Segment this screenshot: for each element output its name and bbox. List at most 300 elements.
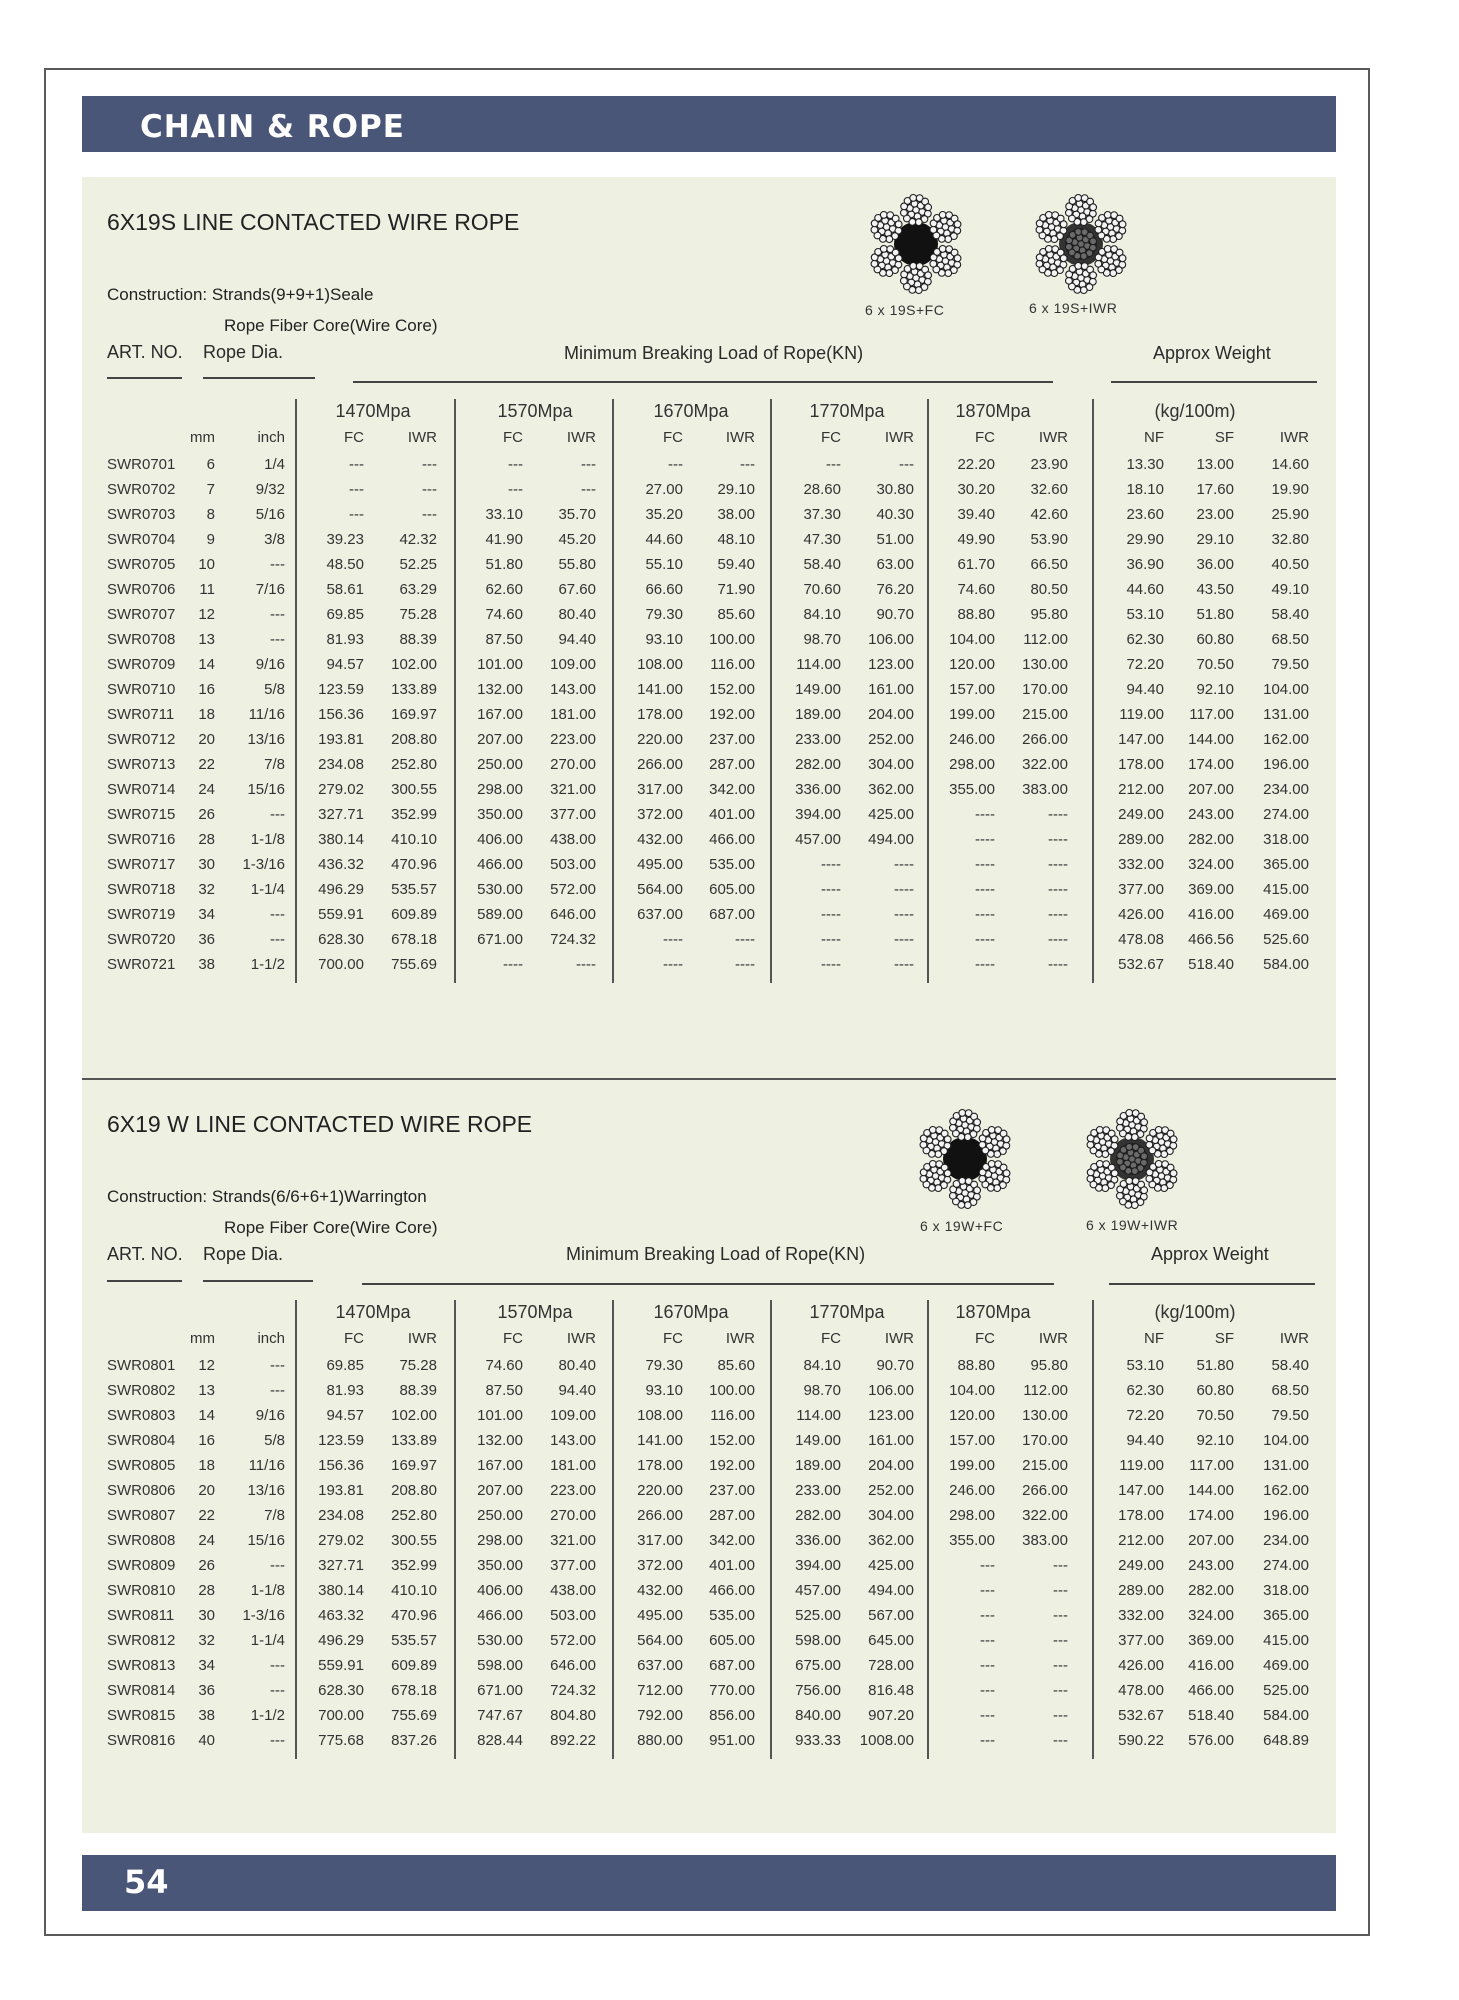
table-cell: 234.00	[1263, 781, 1309, 798]
table-cell: 478.00	[1118, 1682, 1164, 1699]
table-cell: 30	[198, 1607, 215, 1624]
table-cell: ---	[508, 456, 523, 473]
table-cell: 93.10	[645, 1382, 683, 1399]
table-cell: 112.00	[1023, 1382, 1068, 1399]
table-cell: 840.00	[795, 1707, 841, 1724]
table-cell: 51.80	[1196, 1357, 1234, 1374]
table-cell: ----	[894, 881, 914, 898]
subheader-cell: FC	[344, 429, 364, 446]
table-cell: 401.00	[709, 1557, 755, 1574]
art-no-cell: SWR0711	[107, 706, 175, 723]
column-divider	[295, 399, 297, 983]
table-cell: 9/16	[255, 656, 285, 673]
table-cell: 321.00	[550, 781, 596, 798]
table-cell: 52.25	[399, 556, 437, 573]
table-cell: 26	[198, 1557, 215, 1574]
table-cell: 223.00	[550, 1482, 596, 1499]
table-cell: 22.20	[957, 456, 995, 473]
table-cell: 282.00	[795, 1507, 841, 1524]
table-cell: 377.00	[1118, 881, 1164, 898]
table-cell: 66.50	[1030, 556, 1068, 573]
table-cell: 584.00	[1263, 956, 1309, 973]
table-cell: 178.00	[637, 1457, 683, 1474]
table-cell: 132.00	[477, 1432, 523, 1449]
col-art-no: ART. NO.	[107, 1244, 183, 1264]
table-cell: 576.00	[1188, 1732, 1234, 1749]
art-no-cell: SWR0814	[107, 1682, 176, 1699]
weight-unit-header: (kg/100m)	[1154, 401, 1236, 421]
table-cell: ---	[349, 456, 364, 473]
table-cell: 87.50	[485, 1382, 523, 1399]
table-cell: ----	[821, 956, 841, 973]
table-cell: 13	[198, 1382, 215, 1399]
table-cell: 23.60	[1126, 506, 1164, 523]
table-cell: 81.93	[326, 631, 364, 648]
table-cell: 69.85	[326, 1357, 364, 1374]
table-cell: 535.57	[391, 1632, 437, 1649]
table-cell: 496.29	[318, 881, 364, 898]
table-cell: 318.00	[1263, 1582, 1309, 1599]
table-cell: 80.40	[558, 606, 596, 623]
table-cell: 287.00	[709, 1507, 755, 1524]
table-cell: 478.08	[1118, 931, 1164, 948]
subheader-cell: NF	[1144, 1330, 1164, 1347]
table-cell: 207.00	[477, 731, 523, 748]
column-divider	[454, 1300, 456, 1759]
col-approx-weight: Approx Weight	[1153, 343, 1271, 363]
table-cell: 36	[198, 931, 215, 948]
table-cell: 951.00	[709, 1732, 755, 1749]
art-no-cell: SWR0810	[107, 1582, 176, 1599]
table-cell: 892.22	[550, 1732, 596, 1749]
table-cell: 804.80	[550, 1707, 596, 1724]
table-cell: ----	[1048, 856, 1068, 873]
table-cell: 35.70	[558, 506, 596, 523]
table-cell: 94.40	[558, 631, 596, 648]
table-cell: 13	[198, 631, 215, 648]
underline-mbl	[353, 381, 1053, 383]
table-cell: 11/16	[248, 1457, 285, 1474]
table-cell: 25.90	[1271, 506, 1309, 523]
construction-text: Construction: Strands(9+9+1)Seale	[107, 285, 374, 304]
rope-iwr-graphic	[1080, 1107, 1184, 1211]
table-cell: 109.00	[550, 1407, 596, 1424]
table-cell: 120.00	[949, 656, 995, 673]
table-cell: 88.80	[957, 606, 995, 623]
art-no-cell: SWR0717	[107, 856, 176, 873]
weight-unit-header: (kg/100m)	[1154, 1302, 1236, 1322]
table-cell: 133.89	[391, 681, 437, 698]
table-cell: ---	[980, 1557, 995, 1574]
table-cell: 130.00	[1022, 656, 1068, 673]
table-cell: 770.00	[709, 1682, 755, 1699]
table-cell: 249.00	[1118, 1557, 1164, 1574]
table-cell: 470.96	[391, 1607, 437, 1624]
art-no-cell: SWR0701	[107, 456, 176, 473]
table-cell: 106.00	[868, 631, 914, 648]
table-cell: 36.90	[1126, 556, 1164, 573]
table-cell: ---	[349, 506, 364, 523]
table-cell: 700.00	[318, 1707, 364, 1724]
table-cell: ---	[270, 606, 285, 623]
table-cell: ----	[503, 956, 523, 973]
art-no-cell: SWR0713	[107, 756, 176, 773]
table-cell: ---	[1053, 1557, 1068, 1574]
table-cell: 28	[198, 1582, 215, 1599]
art-no-cell: SWR0802	[107, 1382, 176, 1399]
table-cell: 94.40	[1126, 681, 1164, 698]
table-cell: 90.70	[876, 606, 914, 623]
table-cell: 1-1/8	[250, 1582, 285, 1599]
table-cell: 22	[198, 756, 215, 773]
section-title: 6X19S LINE CONTACTED WIRE ROPE	[107, 209, 520, 235]
table-cell: 220.00	[637, 1482, 683, 1499]
table-cell: 1-1/4	[250, 881, 285, 898]
table-cell: 369.00	[1188, 881, 1234, 898]
table-cell: 76.20	[876, 581, 914, 598]
table-cell: ---	[270, 556, 285, 573]
table-cell: 675.00	[795, 1657, 841, 1674]
mpa-group-header: 1570Mpa	[497, 1302, 573, 1322]
table-cell: 119.00	[1119, 1457, 1164, 1474]
subheader-cell: IWR	[566, 429, 596, 446]
table-cell: 1-1/8	[250, 831, 285, 848]
table-cell: 457.00	[795, 1582, 841, 1599]
table-cell: 559.91	[318, 906, 364, 923]
table-cell: 98.70	[803, 631, 841, 648]
table-cell: 406.00	[477, 1582, 523, 1599]
table-cell: ----	[663, 956, 683, 973]
table-cell: 156.36	[318, 706, 364, 723]
table-cell: 143.00	[550, 1432, 596, 1449]
table-cell: 162.00	[1263, 731, 1309, 748]
subheader-cell: inch	[257, 1330, 285, 1347]
table-cell: 250.00	[477, 756, 523, 773]
table-cell: ----	[821, 931, 841, 948]
table-cell: 5/8	[264, 681, 285, 698]
table-cell: 321.00	[550, 1532, 596, 1549]
table-cell: 71.90	[717, 581, 755, 598]
table-cell: 300.55	[391, 781, 437, 798]
table-cell: 304.00	[868, 1507, 914, 1524]
subheader-cell: FC	[975, 1330, 995, 1347]
table-cell: 700.00	[318, 956, 364, 973]
table-cell: 72.20	[1126, 656, 1164, 673]
table-cell: 495.00	[637, 856, 683, 873]
rope-fc-label: 6 x 19W+FC	[920, 1218, 1004, 1234]
table-cell: 1-3/16	[242, 856, 285, 873]
art-no-cell: SWR0715	[107, 806, 176, 823]
art-no-cell: SWR0808	[107, 1532, 176, 1549]
table-cell: 174.00	[1188, 1507, 1234, 1524]
table-cell: 16	[198, 1432, 215, 1449]
table-cell: 59.40	[717, 556, 755, 573]
rope-fc-label: 6 x 19S+FC	[865, 302, 945, 318]
table-cell: 233.00	[795, 731, 841, 748]
subheader-cell: mm	[190, 429, 215, 446]
table-cell: 609.89	[391, 1657, 437, 1674]
mpa-group-header: 1570Mpa	[497, 401, 573, 421]
art-no-cell: SWR0719	[107, 906, 176, 923]
table-cell: 383.00	[1022, 781, 1068, 798]
rope-fc-graphic	[864, 192, 968, 296]
subheader-cell: mm	[190, 1330, 215, 1347]
subheader-cell: FC	[503, 1330, 523, 1347]
table-cell: 7/8	[264, 1507, 285, 1524]
table-cell: 406.00	[477, 831, 523, 848]
table-cell: 193.81	[318, 1482, 364, 1499]
art-no-cell: SWR0718	[107, 881, 176, 898]
table-cell: 495.00	[637, 1607, 683, 1624]
rope-iwr-label: 6 x 19W+IWR	[1086, 1217, 1179, 1233]
table-cell: 149.00	[795, 1432, 841, 1449]
table-cell: 62.30	[1126, 631, 1164, 648]
table-cell: 678.18	[391, 931, 437, 948]
table-cell: 466.56	[1188, 931, 1234, 948]
table-cell: 590.22	[1118, 1732, 1164, 1749]
table-cell: 132.00	[477, 681, 523, 698]
table-cell: 30	[198, 856, 215, 873]
table-cell: 266.00	[1022, 1482, 1068, 1499]
table-cell: 70.50	[1196, 656, 1234, 673]
table-cell: 109.00	[550, 656, 596, 673]
table-cell: 147.00	[1118, 731, 1164, 748]
table-cell: 212.00	[1118, 781, 1164, 798]
table-cell: 19.90	[1271, 481, 1309, 498]
table-cell: 598.00	[795, 1632, 841, 1649]
subheader-cell: SF	[1214, 1330, 1234, 1347]
table-cell: 169.97	[391, 1457, 437, 1474]
table-cell: ----	[1048, 831, 1068, 848]
table-cell: 94.40	[558, 1382, 596, 1399]
page-number: 54	[124, 1863, 169, 1901]
table-cell: 496.29	[318, 1632, 364, 1649]
footer-band	[82, 1855, 1336, 1911]
table-cell: 3/8	[264, 531, 285, 548]
table-cell: ---	[1053, 1732, 1068, 1749]
table-cell: 196.00	[1263, 1507, 1309, 1524]
table-cell: 1-3/16	[242, 1607, 285, 1624]
table-cell: 156.36	[318, 1457, 364, 1474]
table-cell: 13/16	[247, 731, 285, 748]
table-cell: 74.60	[957, 581, 995, 598]
table-cell: 756.00	[795, 1682, 841, 1699]
table-cell: 34	[198, 1657, 215, 1674]
table-cell: 123.00	[868, 1407, 914, 1424]
art-no-cell: SWR0708	[107, 631, 176, 648]
table-cell: 119.00	[1119, 706, 1164, 723]
table-cell: 70.60	[803, 581, 841, 598]
table-cell: 27.00	[645, 481, 683, 498]
table-cell: 60.80	[1196, 1382, 1234, 1399]
table-cell: ----	[975, 856, 995, 873]
table-cell: 94.57	[326, 1407, 364, 1424]
table-cell: ----	[894, 856, 914, 873]
table-cell: 5/16	[255, 506, 285, 523]
table-cell: 100.00	[709, 631, 755, 648]
table-cell: 34	[198, 906, 215, 923]
table-cell: 181.00	[550, 1457, 596, 1474]
table-cell: 350.00	[477, 1557, 523, 1574]
table-cell: 401.00	[709, 806, 755, 823]
table-cell: 7/16	[255, 581, 285, 598]
col-rope-dia: Rope Dia.	[203, 342, 284, 362]
table-cell: 152.00	[709, 681, 755, 698]
table-cell: 6	[206, 456, 215, 473]
table-cell: 518.40	[1188, 1707, 1234, 1724]
table-cell: 383.00	[1022, 1532, 1068, 1549]
table-cell: 223.00	[550, 731, 596, 748]
table-cell: 518.40	[1188, 956, 1234, 973]
table-cell: 237.00	[709, 1482, 755, 1499]
table-cell: 287.00	[709, 756, 755, 773]
table-cell: 116.00	[710, 656, 755, 673]
table-cell: 671.00	[477, 931, 523, 948]
table-cell: ---	[270, 1382, 285, 1399]
table-cell: 39.23	[326, 531, 364, 548]
underline-weight	[1109, 1283, 1315, 1285]
table-cell: 322.00	[1022, 756, 1068, 773]
table-cell: 63.00	[876, 556, 914, 573]
table-cell: 32.60	[1030, 481, 1068, 498]
table-cell: ----	[735, 931, 755, 948]
table-cell: 12	[198, 1357, 215, 1374]
table-cell: 646.00	[550, 906, 596, 923]
table-cell: 775.68	[318, 1732, 364, 1749]
table-cell: 104.00	[949, 631, 995, 648]
table-cell: 728.00	[868, 1657, 914, 1674]
table-cell: 671.00	[477, 1682, 523, 1699]
table-cell: 365.00	[1263, 856, 1309, 873]
table-cell: 106.00	[868, 1382, 914, 1399]
table-cell: 39.40	[957, 506, 995, 523]
table-cell: 249.00	[1118, 806, 1164, 823]
table-cell: ---	[270, 1682, 285, 1699]
table-cell: ----	[1048, 931, 1068, 948]
underline-mbl	[362, 1283, 1054, 1285]
table-cell: ----	[975, 906, 995, 923]
table-cell: 598.00	[477, 1657, 523, 1674]
column-divider	[612, 1300, 614, 1759]
table-cell: ---	[1053, 1657, 1068, 1674]
table-cell: 426.00	[1118, 1657, 1164, 1674]
subheader-cell: IWR	[1279, 1330, 1309, 1347]
table-cell: 79.50	[1271, 656, 1309, 673]
table-cell: 79.30	[645, 606, 683, 623]
table-cell: 55.80	[558, 556, 596, 573]
table-cell: ---	[980, 1607, 995, 1624]
table-cell: 432.00	[637, 831, 683, 848]
table-cell: 29.10	[1196, 531, 1234, 548]
subheader-cell: IWR	[725, 1330, 755, 1347]
table-cell: 535.00	[709, 856, 755, 873]
table-cell: 856.00	[709, 1707, 755, 1724]
table-cell: 532.67	[1118, 956, 1164, 973]
table-cell: 220.00	[637, 731, 683, 748]
table-cell: 116.00	[710, 1407, 755, 1424]
table-cell: 605.00	[709, 1632, 755, 1649]
table-cell: 104.00	[949, 1382, 995, 1399]
table-cell: 157.00	[949, 1432, 995, 1449]
table-cell: 377.00	[1118, 1632, 1164, 1649]
art-no-cell: SWR0807	[107, 1507, 176, 1524]
table-cell: 466.00	[709, 831, 755, 848]
table-cell: 372.00	[637, 1557, 683, 1574]
table-cell: ---	[899, 456, 914, 473]
table-cell: ----	[1048, 956, 1068, 973]
table-cell: 51.00	[876, 531, 914, 548]
table-cell: 33.10	[485, 506, 523, 523]
table-cell: 252.80	[391, 1507, 437, 1524]
table-cell: 250.00	[477, 1507, 523, 1524]
table-cell: 167.00	[477, 1457, 523, 1474]
table-cell: ---	[1053, 1707, 1068, 1724]
table-cell: 104.00	[1263, 681, 1309, 698]
col-rope-dia: Rope Dia.	[203, 1244, 284, 1264]
section-divider	[82, 1078, 1336, 1080]
table-cell: 117.00	[1189, 706, 1234, 723]
table-cell: 23.90	[1030, 456, 1068, 473]
table-cell: 18	[198, 1457, 215, 1474]
table-cell: 318.00	[1263, 831, 1309, 848]
table-cell: 58.40	[1271, 606, 1309, 623]
table-cell: 141.00	[637, 1432, 683, 1449]
table-cell: 266.00	[637, 1507, 683, 1524]
table-cell: 48.10	[717, 531, 755, 548]
table-cell: ---	[270, 906, 285, 923]
table-cell: 49.10	[1271, 581, 1309, 598]
table-cell: ---	[422, 456, 437, 473]
table-cell: 58.61	[326, 581, 364, 598]
table-cell: 131.00	[1263, 1457, 1309, 1474]
table-cell: 29.10	[717, 481, 755, 498]
table-cell: ---	[1053, 1632, 1068, 1649]
table-cell: 609.89	[391, 906, 437, 923]
table-cell: 535.00	[709, 1607, 755, 1624]
table-cell: 279.02	[318, 781, 364, 798]
rope-iwr-icon	[1029, 192, 1133, 301]
art-no-cell: SWR0703	[107, 506, 176, 523]
table-cell: 62.30	[1126, 1382, 1164, 1399]
table-cell: ---	[581, 481, 596, 498]
table-cell: ---	[980, 1657, 995, 1674]
table-cell: 199.00	[949, 1457, 995, 1474]
table-cell: 362.00	[868, 781, 914, 798]
table-cell: 564.00	[637, 1632, 683, 1649]
table-cell: 18	[198, 706, 215, 723]
table-cell: 178.00	[637, 706, 683, 723]
table-cell: 98.70	[803, 1382, 841, 1399]
table-cell: 212.00	[1118, 1532, 1164, 1549]
table-cell: 41.90	[485, 531, 523, 548]
art-no-cell: SWR0801	[107, 1357, 176, 1374]
table-cell: 207.00	[1188, 781, 1234, 798]
table-cell: 416.00	[1188, 1657, 1234, 1674]
table-cell: ---	[270, 931, 285, 948]
table-cell: 394.00	[795, 1557, 841, 1574]
table-cell: ---	[270, 806, 285, 823]
table-cell: ---	[668, 456, 683, 473]
table-cell: 68.50	[1271, 1382, 1309, 1399]
construction-text: Construction: Strands(6/6+6+1)Warrington	[107, 1187, 427, 1206]
table-cell: 755.69	[391, 956, 437, 973]
table-cell: ----	[975, 931, 995, 948]
column-divider	[770, 399, 772, 983]
table-cell: 112.00	[1023, 631, 1068, 648]
table-cell: 425.00	[868, 806, 914, 823]
table-cell: 377.00	[550, 806, 596, 823]
table-cell: 5/8	[264, 1432, 285, 1449]
